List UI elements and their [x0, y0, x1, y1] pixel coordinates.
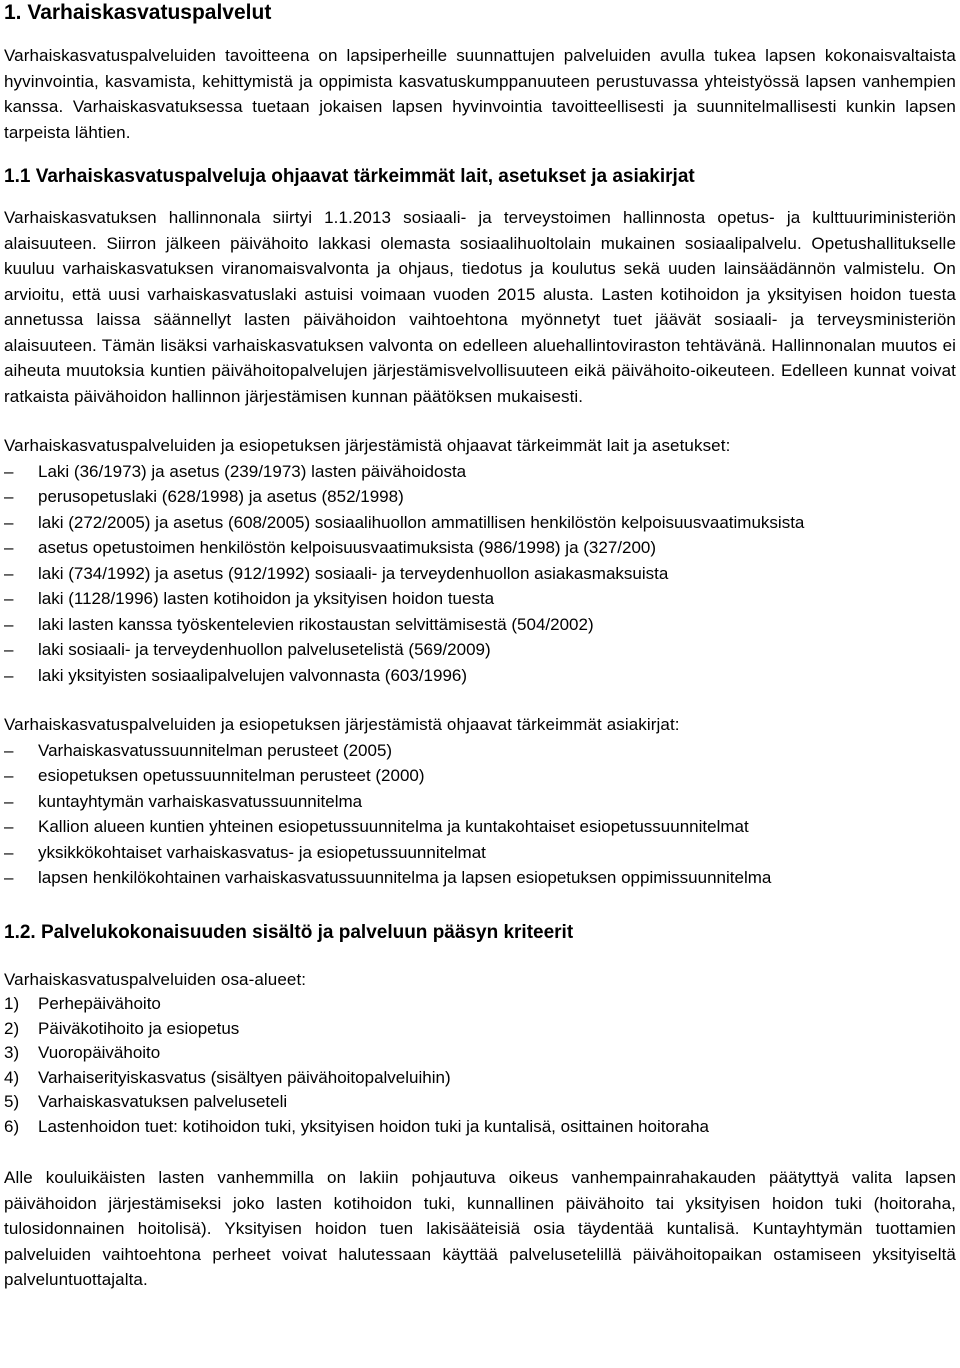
list-item-text: laki yksityisten sosiaalipalvelujen valvonnasta (603/1996) [38, 665, 468, 685]
dash-bullet: – [4, 512, 14, 532]
list-item [4, 1041, 956, 1066]
section-1-intro: Varhaiskasvatuspalveluiden tavoitteena on lapsiperheille suunnattujen palveluiden avulla tukea lapsen kokonaisvaltaista hyvinvointia, kasvamista, kehittymistä ja oppimista kasvatuskumppanuuteen perustuvassa yhteistyössä lapsen vanhempien kanssa. Varhaiskasvatuksessa tuetaan jokaisen lapsen hyvinvointia tavoitteellisesti ja suunnitelmallisesti kunkin lapsen tarpeista lähtien. [4, 46, 956, 142]
list-item [4, 738, 956, 764]
list-item [4, 612, 956, 638]
dash-bullet: – [4, 868, 14, 887]
closing-paragraph: Alle kouluikäisten lasten vanhemmilla on lakiin pohjautuva oikeus vanhempainrahakauden päätyttyä valita lapsen päivähoidon järjestämiseksi joko lasten kotihoidon tuki, kunnallinen päivähoito tai yksityisen hoidon tuki (hoitoraha, tulosidonnainen hoitolisä). Yksityisen hoidon tuen lakisääteisiä osia täydentää kuntalisä. Kuntayhtymän tuottamien palveluiden vaihtoehtona perheet voivat halutessaan käyttää palvelusetelillä päivähoitopaikan ostamiseen yksityiseltä palveluntuottajalta. [4, 1168, 956, 1289]
list-item-text: Varhaiserityiskasvatus (sisältyen päivähoitopalveluihin) [38, 1067, 451, 1087]
item-number: 2) [4, 1018, 20, 1038]
list-item [4, 992, 956, 1017]
list-item [4, 637, 956, 663]
list-item-text: laki (272/2005) ja asetus (608/2005) sosiaalihuollon ammatillisen henkilöstön kelpoisuusvaatimuksista [38, 512, 805, 532]
section-1-2-title: 1.2. Palvelukokonaisuuden sisältö ja palveluun pääsyn kriteerit [4, 921, 574, 943]
dash-bullet: – [4, 640, 14, 659]
list-item [4, 586, 956, 612]
list-item-text: laki (734/1992) ja asetus (912/1992) sosiaali- ja terveydenhuollon asiakasmaksuista [38, 563, 669, 583]
list-item [4, 865, 956, 891]
list-item [4, 459, 956, 485]
list-item-text: laki (1128/1996) lasten kotihoidon ja yksityisen hoidon tuesta [38, 589, 495, 608]
list-item [4, 840, 956, 866]
item-number: 3) [4, 1043, 20, 1062]
list-item [4, 561, 956, 587]
list-item-text: laki sosiaali- ja terveydenhuollon palvelusetelistä (569/2009) [38, 640, 491, 659]
list-item-text: esiopetuksen opetussuunnitelman perusteet (2000) [38, 766, 425, 785]
list-item-text: Perhepäivähoito [38, 994, 161, 1013]
list-item [4, 1017, 956, 1042]
list-item [4, 763, 956, 789]
list-item-text: Varhaiskasvatussuunnitelman perusteet (2005) [38, 740, 393, 760]
item-number: 4) [4, 1067, 20, 1087]
dash-bullet: – [4, 614, 14, 634]
list-item-text: yksikkökohtaiset varhaiskasvatus- ja esiopetussuunnitelmat [38, 842, 486, 862]
list-item [4, 535, 956, 561]
item-number: 1) [4, 994, 20, 1013]
areas-list [4, 992, 956, 1139]
list-item-text: Varhaiskasvatuksen palveluseteli [38, 1092, 288, 1111]
areas-intro: Varhaiskasvatuspalveluiden osa-alueet: [4, 969, 307, 989]
dash-bullet: – [4, 461, 14, 481]
item-number: 6) [4, 1116, 20, 1136]
list-item-text: perusopetuslaki (628/1998) ja asetus (852/1998) [38, 487, 404, 506]
item-number: 5) [4, 1092, 20, 1111]
dash-bullet: – [4, 538, 14, 557]
list-item-text: Kallion alueen kuntien yhteinen esiopetussuunnitelma ja kuntakohtaiset esiopetussuunnitelmat [38, 817, 749, 836]
dash-bullet: – [4, 817, 14, 836]
list-item-text: lapsen henkilökohtainen varhaiskasvatussuunnitelma ja lapsen esiopetuksen oppimissuunnitelma [38, 868, 772, 887]
dash-bullet: – [4, 740, 14, 760]
list-item-text: Päiväkotihoito ja esiopetus [38, 1018, 240, 1038]
docs-intro: Varhaiskasvatuspalveluiden ja esiopetuksen järjestämistä ohjaavat tärkeimmät asiakirjat: [4, 715, 680, 734]
list-item [4, 663, 956, 689]
list-item-text: laki lasten kanssa työskentelevien rikostaustan selvittämisestä (504/2002) [38, 614, 594, 634]
list-item-text: Laki (36/1973) ja asetus (239/1973) lasten päivähoidosta [38, 461, 467, 481]
dash-bullet: – [4, 665, 14, 685]
section-1-title: 1. Varhaiskasvatuspalvelut [4, 1, 272, 24]
section-1-1-title: 1.1 Varhaiskasvatuspalveluja ohjaavat tärkeimmät lait, asetukset ja asiakirjat [4, 166, 695, 187]
list-item-text: Vuoropäivähoito [38, 1043, 161, 1062]
list-item-text: Lastenhoidon tuet: kotihoidon tuki, yksityisen hoidon tuki ja kuntalisä, osittainen hoitoraha [38, 1116, 709, 1136]
list-item [4, 510, 956, 536]
list-item [4, 1090, 956, 1115]
dash-bullet: – [4, 791, 14, 811]
laws-intro: Varhaiskasvatuspalveluiden ja esiopetuksen järjestämistä ohjaavat tärkeimmät lait ja asetukset: [4, 436, 731, 455]
list-item [4, 484, 956, 510]
dash-bullet: – [4, 563, 14, 583]
list-item [4, 789, 956, 815]
list-item [4, 814, 956, 840]
dash-bullet: – [4, 766, 14, 785]
docs-list [4, 738, 956, 891]
list-item [4, 1115, 956, 1140]
dash-bullet: – [4, 842, 14, 862]
laws-list [4, 459, 956, 689]
section-1-1-paragraph: Varhaiskasvatuksen hallinnonala siirtyi 1.1.2013 sosiaali- ja terveystoimen hallinnosta opetus- ja kulttuuriministeriön alaisuuteen. Siirron jälkeen päivähoito lakkasi olemasta sosiaalihuoltolain mukainen sosiaalipalvelu. Opetushallitukselle kuuluu varhaiskasvatuksen viranomaisvalvonta ja ohjaus, tiedotus ja koulutus sekä uuden lainsäädännön valmistelu. On arvioitu, että uusi varhaiskasvatuslaki astuisi voimaan vuoden 2015 alusta. Lasten kotihoidon ja yksityisen hoidon tuesta annetussa laissa säännellyt lasten päivähoidon vaihtoehtona myönnetyt tuet jäävät sosiaali- ja terveysministeriön alaisuuteen. Tämän lisäksi varhaiskasvatuksen valvonta on edelleen aluehallintoviraston tehtävänä. Hallinnonalan muutos ei aiheuta muutoksia kuntien päivähoitopalvelujen järjestämisvelvollisuuteen eikä päivähoito-oikeuteen. Edelleen kunnat voivat ratkaista päivähoidon hallinnon järjestämisen kunnan päätöksen mukaisesti. [4, 208, 956, 406]
list-item-text: kuntayhtymän varhaiskasvatussuunnitelma [38, 791, 363, 811]
list-item [4, 1066, 956, 1091]
dash-bullet: – [4, 487, 14, 506]
dash-bullet: – [4, 589, 14, 608]
list-item-text: asetus opetustoimen henkilöstön kelpoisuusvaatimuksista (986/1998) ja (327/200) [38, 538, 657, 557]
